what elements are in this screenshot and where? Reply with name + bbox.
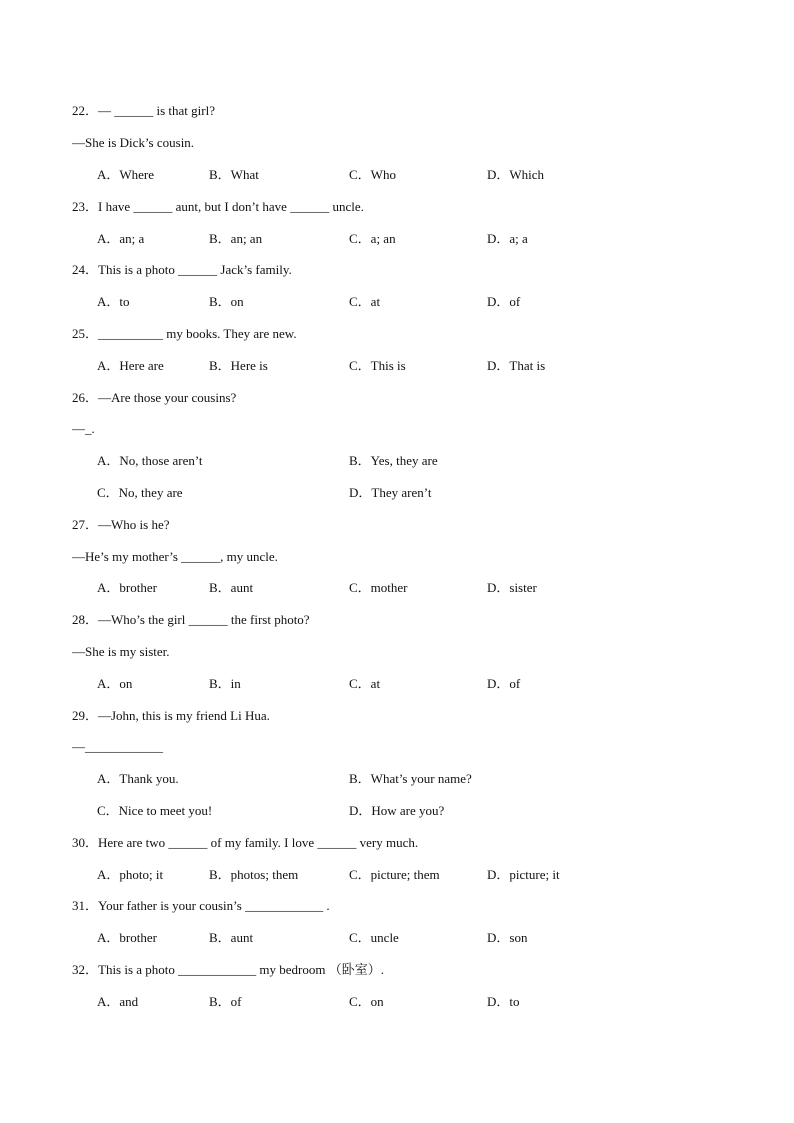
question-23-option-c: C．a; an bbox=[349, 231, 396, 246]
question-31-option-c: C．uncle bbox=[349, 930, 399, 945]
question-25-option-a: A．Here are bbox=[97, 358, 164, 373]
question-32-option-b: B．of bbox=[209, 994, 242, 1009]
question-29-option-a: A．Thank you. bbox=[97, 771, 179, 786]
question-29-stem: 29．—John, this is my friend Li Hua. bbox=[72, 708, 270, 723]
question-28-option-b: B．in bbox=[209, 676, 241, 691]
question-31-option-b: B．aunt bbox=[209, 930, 254, 945]
question-23-stem: 23．I have ______ aunt, but I don’t have ______ uncle. bbox=[72, 199, 364, 214]
question-25-stem: 25．__________ my books. They are new. bbox=[72, 326, 297, 341]
question-24-option-c: C．at bbox=[349, 294, 381, 309]
question-22-option-d: D．Which bbox=[487, 167, 545, 182]
question-28-option-d: D．of bbox=[487, 676, 521, 691]
question-32-option-d: D．to bbox=[487, 994, 520, 1009]
question-26-option-b: B．Yes, they are bbox=[349, 453, 438, 468]
question-22-stem: 22．— ______ is that girl? bbox=[72, 103, 215, 118]
question-32-option-a: A．and bbox=[97, 994, 139, 1009]
question-25-option-c: C．This is bbox=[349, 358, 406, 373]
question-26-stem: 26．—Are those your cousins? bbox=[72, 390, 237, 405]
question-22-dialogue: —She is Dick’s cousin. bbox=[72, 135, 195, 150]
question-29-option-c: C．Nice to meet you! bbox=[97, 803, 213, 818]
question-22-option-c: C．Who bbox=[349, 167, 396, 182]
question-27-option-a: A．brother bbox=[97, 580, 157, 595]
question-25-option-b: B．Here is bbox=[209, 358, 268, 373]
question-23-option-d: D．a; a bbox=[487, 231, 528, 246]
question-28-option-a: A．on bbox=[97, 676, 133, 691]
question-32-stem: 32．This is a photo ____________ my bedroom （卧室）. bbox=[72, 962, 384, 977]
question-24-option-b: B．on bbox=[209, 294, 244, 309]
question-29-option-d: D．How are you? bbox=[349, 803, 445, 818]
question-29-option-b: B．What’s your name? bbox=[349, 771, 472, 786]
question-27-option-c: C．mother bbox=[349, 580, 408, 595]
question-27-option-b: B．aunt bbox=[209, 580, 254, 595]
question-30-option-a: A．photo; it bbox=[97, 867, 164, 882]
question-24-option-a: A．to bbox=[97, 294, 130, 309]
question-30-option-d: D．picture; it bbox=[487, 867, 560, 882]
question-26-option-c: C．No, they are bbox=[97, 485, 183, 500]
question-30-stem: 30．Here are two ______ of my family. I love ______ very much. bbox=[72, 835, 419, 850]
question-22-option-a: A．Where bbox=[97, 167, 155, 182]
question-25-option-d: D．That is bbox=[487, 358, 546, 373]
question-28-option-c: C．at bbox=[349, 676, 381, 691]
question-26-option-a: A．No, those aren’t bbox=[97, 453, 203, 468]
question-24-stem: 24．This is a photo ______ Jack’s family. bbox=[72, 262, 292, 277]
question-31-option-a: A．brother bbox=[97, 930, 157, 945]
question-26-option-d: D．They aren’t bbox=[349, 485, 432, 500]
question-23-option-a: A．an; a bbox=[97, 231, 145, 246]
question-27-option-d: D．sister bbox=[487, 580, 537, 595]
question-31-stem: 31．Your father is your cousin’s ____________ . bbox=[72, 898, 330, 913]
question-28-dialogue: —She is my sister. bbox=[72, 644, 170, 659]
question-22-option-b: B．What bbox=[209, 167, 259, 182]
question-24-option-d: D．of bbox=[487, 294, 521, 309]
question-31-option-d: D．son bbox=[487, 930, 528, 945]
question-23-option-b: B．an; an bbox=[209, 231, 263, 246]
question-27-stem: 27．—Who is he? bbox=[72, 517, 170, 532]
question-26-dialogue: —_. bbox=[72, 421, 95, 436]
question-29-dialogue: —____________ bbox=[72, 739, 163, 754]
question-28-stem: 28．—Who’s the girl ______ the first photo? bbox=[72, 612, 310, 627]
question-30-option-b: B．photos; them bbox=[209, 867, 299, 882]
question-32-option-c: C．on bbox=[349, 994, 384, 1009]
question-27-dialogue: —He’s my mother’s ______, my uncle. bbox=[72, 549, 278, 564]
question-30-option-c: C．picture; them bbox=[349, 867, 440, 882]
